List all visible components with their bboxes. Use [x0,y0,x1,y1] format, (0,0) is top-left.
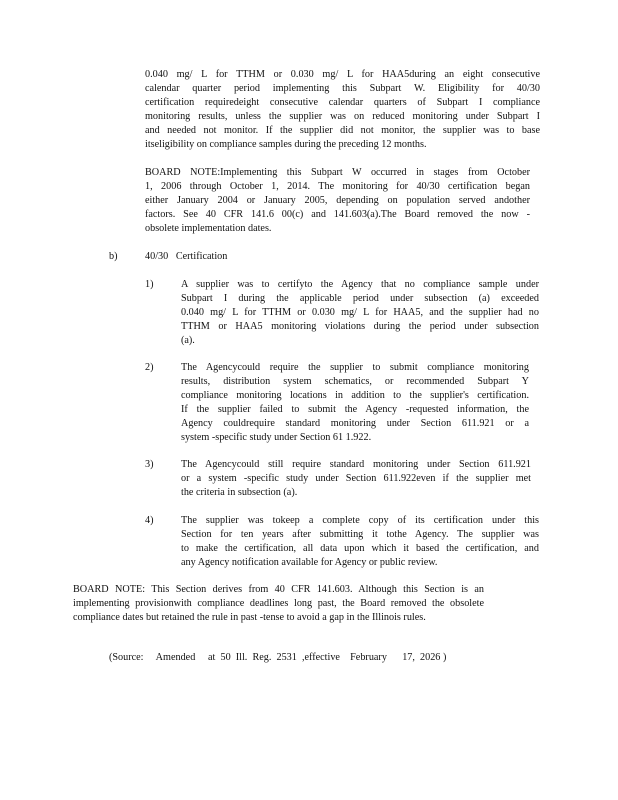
text-line: BOARD NOTE: This Section derives from 40 CFR 141.603. Although this Section is an [73,584,484,595]
text-line: itseligibility on compliance samples during the preceding 12 months. [145,138,427,150]
text-line: 0.040 mg/ L for TTHM or 0.030 mg/ L for HAA5during an eight consecutive [145,69,540,80]
text-line: BOARD NOTE:Implementing this Subpart W occurred in stages from October [145,167,530,178]
item-2-number: 2) [145,362,154,373]
text-line: A supplier was to certifyto the Agency that no compliance sample under [181,279,539,290]
text-line: obsolete implementation dates. [145,222,272,234]
text-line: compliance dates but retained the rule in past -tense to avoid a gap in the Illinois rules. [73,611,426,623]
text-line: 0.040 mg/ L for TTHM or 0.030 mg/ L for HAA5, and the supplier had no [181,306,539,318]
text-line: monitoring results, unless the supplier was on reduced monitoring under Subpart I [145,110,540,122]
intro-paragraph [145,68,540,151]
text-line: TTHM or HAA5 monitoring violations during the period under subsection [181,320,539,332]
text-line: certification requiredeight consecutive calendar quarters of Subpart I compliance [145,96,540,108]
item-1-text [181,278,539,348]
text-line: (a). [181,334,195,346]
text-line: 1, 2006 through October 1, 2014. The monitoring for 40/30 certification began [145,180,530,192]
source-note: (Source: Amended at 50 Ill. Reg. 2531 ,effective February 17, 2026 ) [109,652,447,663]
item-4-number: 4) [145,515,154,526]
text-line: calendar quarter period implementing this Subpart W. Eligibility for 40/30 [145,82,540,94]
text-line: any Agency notification available for Agency or public review. [181,556,438,568]
text-line: Subpart I during the applicable period under subsection (a) exceeded [181,292,539,304]
text-line: The supplier was tokeep a complete copy of its certification under this [181,515,539,526]
text-line: the criteria in subsection (a). [181,486,298,498]
board-note-1 [145,166,530,236]
board-note-2 [73,583,484,625]
text-line: and needed not monitor. If the supplier did not monitor, the supplier was to base [145,124,540,136]
text-line: Section for ten years after submitting it tothe Agency. The supplier was [181,528,539,540]
text-line: The Agencycould require the supplier to submit compliance monitoring [181,362,529,373]
text-line: If the supplier failed to submit the Agency -requested information, the [181,403,529,415]
text-line: to make the certification, all data upon which it based the certification, and [181,542,539,554]
text-line: results, distribution system schematics, or recommended Subpart Y [181,375,529,387]
text-line: either January 2004 or January 2005, depending on population served andother [145,194,530,206]
item-2-text [181,361,529,444]
item-4-text [181,514,539,570]
item-1-number: 1) [145,279,154,290]
text-line: factors. See 40 CFR 141.6 00(c) and 141.603(a).The Board removed the now - [145,208,530,220]
text-line: system -specific study under Section 61 1.922. [181,431,372,443]
text-line: The Agencycould still require standard monitoring under Section 611.921 [181,459,531,470]
subsection-b-title: 40/30 Certification [145,251,228,262]
subsection-b-label: b) [109,251,118,262]
text-line: implementing provisionwith compliance deadlines long past, the Board removed the obsolete [73,597,484,609]
text-line: compliance monitoring locations in addition to the supplier's certification. [181,389,529,401]
item-3-text [181,458,531,500]
text-line: or a system -specific study under Section 611.922even if the supplier met [181,472,531,484]
item-3-number: 3) [145,459,154,470]
text-line: Agency couldrequire standard monitoring under Section 611.921 or a [181,417,529,429]
